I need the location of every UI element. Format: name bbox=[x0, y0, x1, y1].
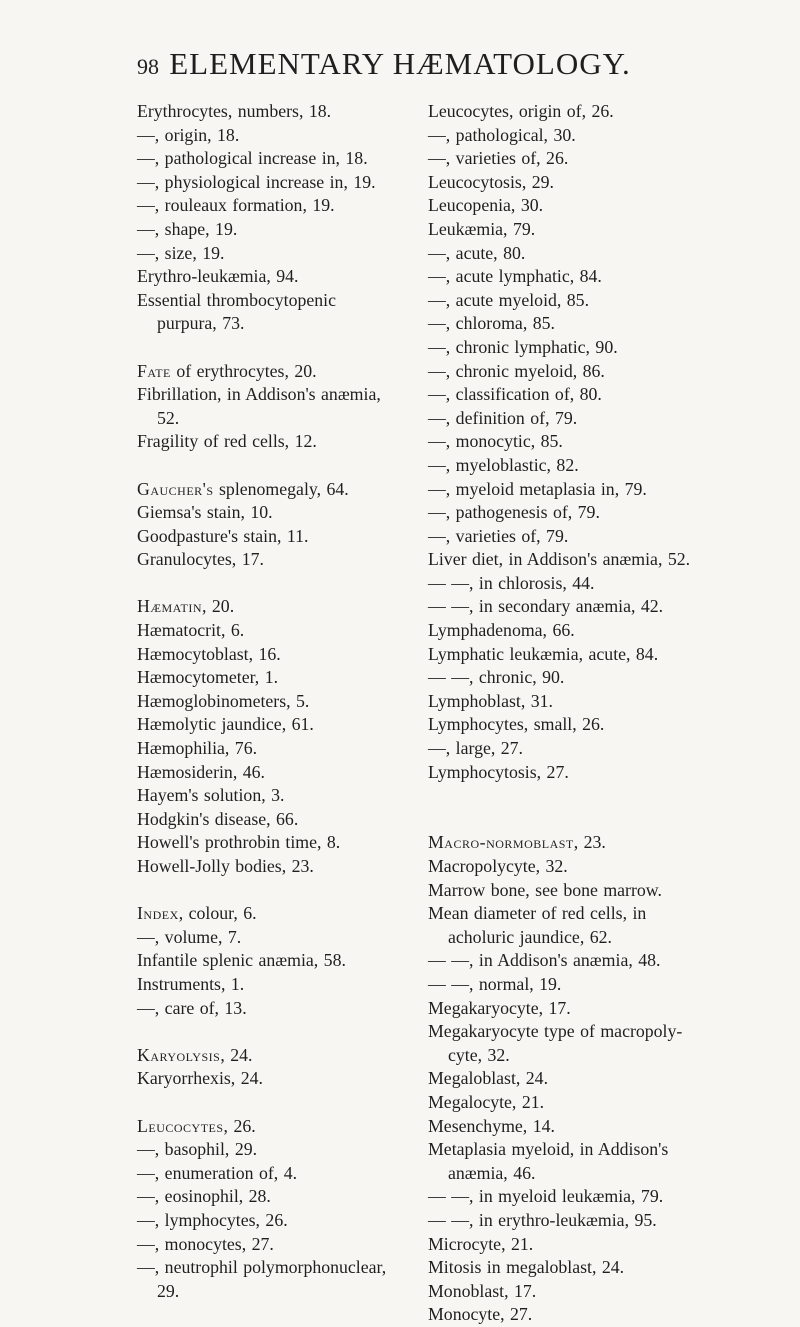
index-entry: —, pathogenesis of, 79. bbox=[428, 502, 600, 523]
index-entry: Microcyte, 21. bbox=[428, 1233, 534, 1254]
index-entry: Giemsa's stain, 10. bbox=[137, 502, 273, 523]
index-entry: —, pathological increase in, 18. bbox=[137, 148, 368, 169]
index-entry: Lymphocytosis, 27. bbox=[428, 761, 569, 782]
index-entry: Granulocytes, 17. bbox=[137, 549, 264, 570]
section-gap bbox=[137, 1020, 399, 1044]
index-entry: — —, normal, 19. bbox=[428, 973, 562, 994]
index-entry: Liver diet, in Addison's anæmia, 52. bbox=[428, 549, 691, 570]
index-entry: Macropolycyte, 32. bbox=[428, 856, 568, 876]
index-entry: Howell-Jolly bodies, 23. bbox=[137, 856, 314, 876]
index-entry: Karyolysis, 24. bbox=[137, 1044, 253, 1065]
section-gap bbox=[137, 336, 399, 360]
index-column-right bbox=[428, 100, 696, 1327]
section-gap bbox=[428, 808, 696, 832]
index-entry: Megakaryocyte, 17. bbox=[428, 997, 571, 1018]
index-entry: Lymphadenoma, 66. bbox=[428, 620, 575, 641]
index-entry: Macro-normoblast, 23. bbox=[428, 832, 606, 853]
index-entry: —, physiological increase in, 19. bbox=[137, 171, 376, 192]
index-entry: Hæmoglobinometers, 5. bbox=[137, 690, 310, 711]
index-entry: Hodgkin's disease, 66. bbox=[137, 808, 299, 829]
index-entry: —, chronic myeloid, 86. bbox=[428, 360, 605, 381]
index-entry: —, chronic lymphatic, 90. bbox=[428, 336, 618, 357]
index-entry: Leucocytes, 26. bbox=[137, 1115, 256, 1136]
page-header bbox=[0, 46, 800, 86]
index-entry: —, enumeration of, 4. bbox=[137, 1162, 298, 1183]
running-title: ELEMENTARY HÆMATOLOGY. bbox=[169, 46, 631, 81]
index-entry: Hæmocytoblast, 16. bbox=[137, 643, 281, 664]
index-entry: Hæmosiderin, 46. bbox=[137, 761, 265, 782]
index-entry: —, acute lymphatic, 84. bbox=[428, 266, 602, 287]
index-entry: —, origin, 18. bbox=[137, 124, 240, 145]
index-entry: Instruments, 1. bbox=[137, 973, 245, 994]
index-entry: Essential thrombocytopenic purpura, 73. bbox=[137, 289, 337, 334]
index-entry: Goodpasture's stain, 11. bbox=[137, 525, 309, 546]
index-entry: Mesenchyme, 14. bbox=[428, 1115, 555, 1136]
index-entry: —, chloroma, 85. bbox=[428, 313, 555, 334]
index-entry: —, eosinophil, 28. bbox=[137, 1186, 271, 1207]
section-gap bbox=[137, 572, 399, 596]
index-entry: — —, in myeloid leukæmia, 79. bbox=[428, 1186, 664, 1207]
index-entry: —, size, 19. bbox=[137, 242, 225, 263]
index-entry: Hayem's solution, 3. bbox=[137, 785, 285, 806]
index-entry: Howell's prothrobin time, 8. bbox=[137, 832, 341, 853]
index-entry: — —, in Addison's anæmia, 48. bbox=[428, 950, 661, 971]
index-entry: —, acute myeloid, 85. bbox=[428, 289, 590, 310]
index-entry: Megaloblast, 24. bbox=[428, 1068, 549, 1089]
index-entry: —, neutrophil polymorphonuclear, 29. bbox=[137, 1257, 387, 1301]
index-entry: Erythro-leukæmia, 94. bbox=[137, 266, 299, 287]
index-entry: —, myeloid metaplasia in, 79. bbox=[428, 478, 647, 499]
index-entry: Fate of erythrocytes, 20. bbox=[137, 360, 317, 381]
index-entry: Hæmatocrit, 6. bbox=[137, 620, 245, 641]
index-entry: Infantile splenic anæmia, 58. bbox=[137, 950, 346, 971]
index-entry: Lymphoblast, 31. bbox=[428, 690, 553, 711]
index-entry: Mitosis in megaloblast, 24. bbox=[428, 1257, 625, 1278]
index-entry: —, shape, 19. bbox=[137, 218, 238, 239]
index-entry: Hæmatin, 20. bbox=[137, 596, 235, 617]
page-number: 98 bbox=[137, 54, 159, 79]
index-entry: Leucocytes, origin of, 26. bbox=[428, 101, 614, 121]
index-entry: Metaplasia myeloid, in Addison's anæmia, 46. bbox=[428, 1139, 669, 1183]
index-entry: —, basophil, 29. bbox=[137, 1139, 258, 1160]
index-entry: —, monocytes, 27. bbox=[137, 1233, 274, 1254]
index-entry: Index, colour, 6. bbox=[137, 903, 257, 924]
index-entry: —, acute, 80. bbox=[428, 242, 526, 263]
index-entry: Lymphatic leukæmia, acute, 84. bbox=[428, 643, 659, 664]
index-entry: Karyorrhexis, 24. bbox=[137, 1068, 263, 1089]
index-entry: —, monocytic, 85. bbox=[428, 431, 563, 452]
index-entry: —, classification of, 80. bbox=[428, 384, 602, 405]
index-entry: Monocyte, 27. bbox=[428, 1304, 533, 1325]
index-entry: Leucocytosis, 29. bbox=[428, 171, 554, 192]
index-entry: Gaucher's splenomegaly, 64. bbox=[137, 478, 349, 499]
index-entry: —, varieties of, 79. bbox=[428, 525, 569, 546]
index-entry: —, care of, 13. bbox=[137, 997, 247, 1018]
index-entry: — —, in erythro-leukæmia, 95. bbox=[428, 1209, 657, 1230]
index-entry: —, lymphocytes, 26. bbox=[137, 1209, 288, 1230]
index-entry: — —, in chlorosis, 44. bbox=[428, 572, 595, 593]
index-entry: — —, in secondary anæmia, 42. bbox=[428, 596, 664, 617]
section-gap bbox=[137, 879, 399, 903]
index-entry: —, pathological, 30. bbox=[428, 124, 576, 145]
index-entry: Hæmophilia, 76. bbox=[137, 738, 258, 759]
index-entry: —, rouleaux formation, 19. bbox=[137, 195, 335, 216]
index-entry: Lymphocytes, small, 26. bbox=[428, 714, 605, 735]
index-entry: —, volume, 7. bbox=[137, 926, 242, 947]
index-entry: Leukæmia, 79. bbox=[428, 218, 536, 239]
index-entry: Hæmolytic jaundice, 61. bbox=[137, 714, 314, 735]
index-entry: — —, chronic, 90. bbox=[428, 667, 565, 688]
index-entry: Mean diameter of red cells, in acholuric jaundice, 62. bbox=[428, 903, 647, 947]
index-entry: Monoblast, 17. bbox=[428, 1280, 537, 1301]
index-entry: —, large, 27. bbox=[428, 738, 524, 759]
index-entry: Megakaryocyte type of macropoly-cyte, 32. bbox=[428, 1021, 683, 1065]
index-entry: Megalocyte, 21. bbox=[428, 1091, 545, 1112]
index-entry: Marrow bone, see bone marrow. bbox=[428, 879, 662, 900]
index-entry: —, varieties of, 26. bbox=[428, 148, 569, 169]
index-entry: Fibrillation, in Addison's anæmia, 52. bbox=[137, 384, 381, 428]
index-entry: —, myeloblastic, 82. bbox=[428, 454, 579, 475]
section-gap bbox=[428, 784, 696, 808]
index-entry: Leucopenia, 30. bbox=[428, 195, 544, 216]
section-gap bbox=[137, 454, 399, 478]
section-gap bbox=[137, 1091, 399, 1115]
index-entry: Hæmocytometer, 1. bbox=[137, 667, 279, 688]
index-entry: —, definition of, 79. bbox=[428, 407, 578, 428]
index-entry: Erythrocytes, numbers, 18. bbox=[137, 101, 332, 121]
index-column-left bbox=[137, 100, 399, 1303]
index-entry: Fragility of red cells, 12. bbox=[137, 431, 317, 452]
